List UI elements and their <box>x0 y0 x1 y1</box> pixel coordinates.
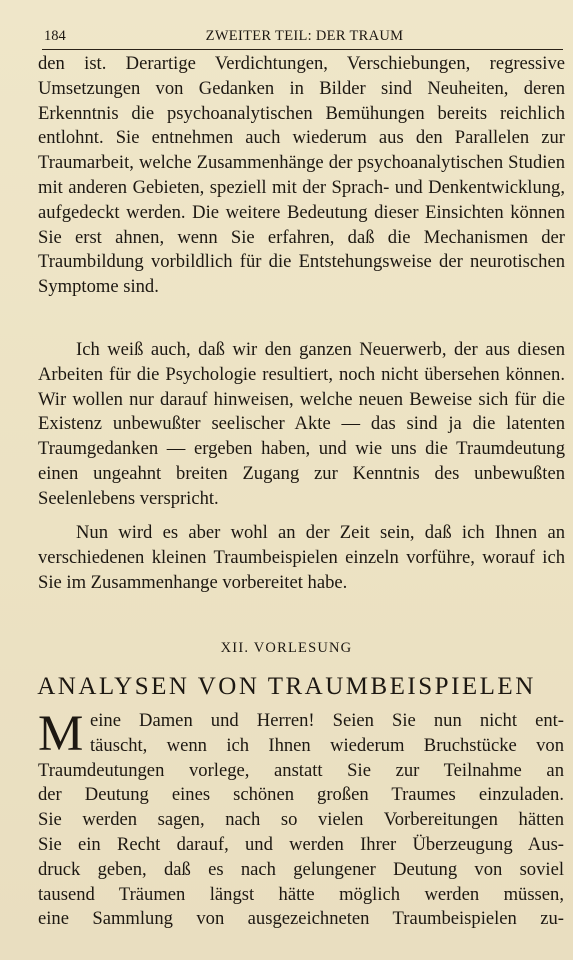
running-title: ZWEITER TEIL: DER TRAUM <box>205 28 404 44</box>
header-rule <box>42 49 563 50</box>
lecture-line-7: druck geben, daß es nach gelungener Deutung von soviel <box>38 858 564 880</box>
paragraph-3-block <box>38 521 565 595</box>
running-head <box>44 28 565 48</box>
lecture-line-3: Traumdeutungen vorlege, anstatt Sie zur Teilnahme an <box>38 759 564 781</box>
lecture-line-6: Sie ein Recht darauf, und werden Ihrer Überzeugung Aus- <box>38 833 564 855</box>
lecture-line-5: Sie werden sagen, nach so vielen Vorbereitungen hätten <box>38 809 564 831</box>
paragraph-1-block <box>38 52 565 300</box>
paragraph-1: den ist. Derartige Verdichtungen, Verschiebungen, regressive Umsetzungen von Gedanken in Bilder sind Neuheiten, deren Erkenntnis die psychoanalytischen Bemühungen bereits reichlich entlohnt. Sie entnehmen auch wiederum aus den Parallelen zur Traumarbeit, welche Zusammenhänge der psychoanalytischen Studien mit anderen Gebieten, speziell mit der Sprach- und Denkentwicklung, aufgedeckt werden. Die weitere Bedeutung dieser Einsichten können Sie erst ahnen, wenn Sie erfahren, daß die Mechanismen der Traumbildung vorbildlich für die Entstehungsweise der neurotischen Symptome sind. <box>38 53 565 298</box>
lecture-line-8: tausend Träumen längst hätte möglich werden müssen, <box>38 883 564 905</box>
paragraph-2-block <box>38 338 565 512</box>
lecture-line-4: der Deutung eines schönen großen Traumes einzuladen. <box>38 784 564 806</box>
lecture-label: XII. VORLESUNG <box>220 640 353 656</box>
lecture-opening-text <box>38 706 564 932</box>
paragraph-2: Ich weiß auch, daß wir den ganzen Neuerwerb, der aus diesen Arbeiten für die Psychologie resultiert, noch nicht übersehen können. Wir wollen nur darauf hinweisen, welche neuen Beweise sich für die Existenz unbewußter seelischer Akte — das sind ja die latenten Traumgedanken — ergeben haben, und wie uns die Traumdeutung einen ungeahnt breiten Zugang zur Kenntnis des unbewußten Seelenlebens verspricht. <box>38 339 565 509</box>
drop-cap-letter: M <box>38 706 84 762</box>
lecture-line-9: eine Sammlung von ausgezeichneten Traumbeispielen zu- <box>38 908 564 930</box>
chapter-title: ANALYSEN VON TRAUMBEISPIELEN <box>37 673 536 700</box>
lecture-line-2: täuscht, wenn ich Ihnen wiederum Bruchstücke von <box>90 734 564 756</box>
page-number: 184 <box>44 28 66 44</box>
lecture-line-1: eine Damen und Herren! Seien Sie nun nicht ent- <box>90 710 564 731</box>
paragraph-3: Nun wird es aber wohl an der Zeit sein, daß ich Ihnen an verschiedenen kleinen Traumbeispielen einzeln vorführe, worauf ich Sie im Zusammenhange vorbereitet habe. <box>38 522 565 593</box>
